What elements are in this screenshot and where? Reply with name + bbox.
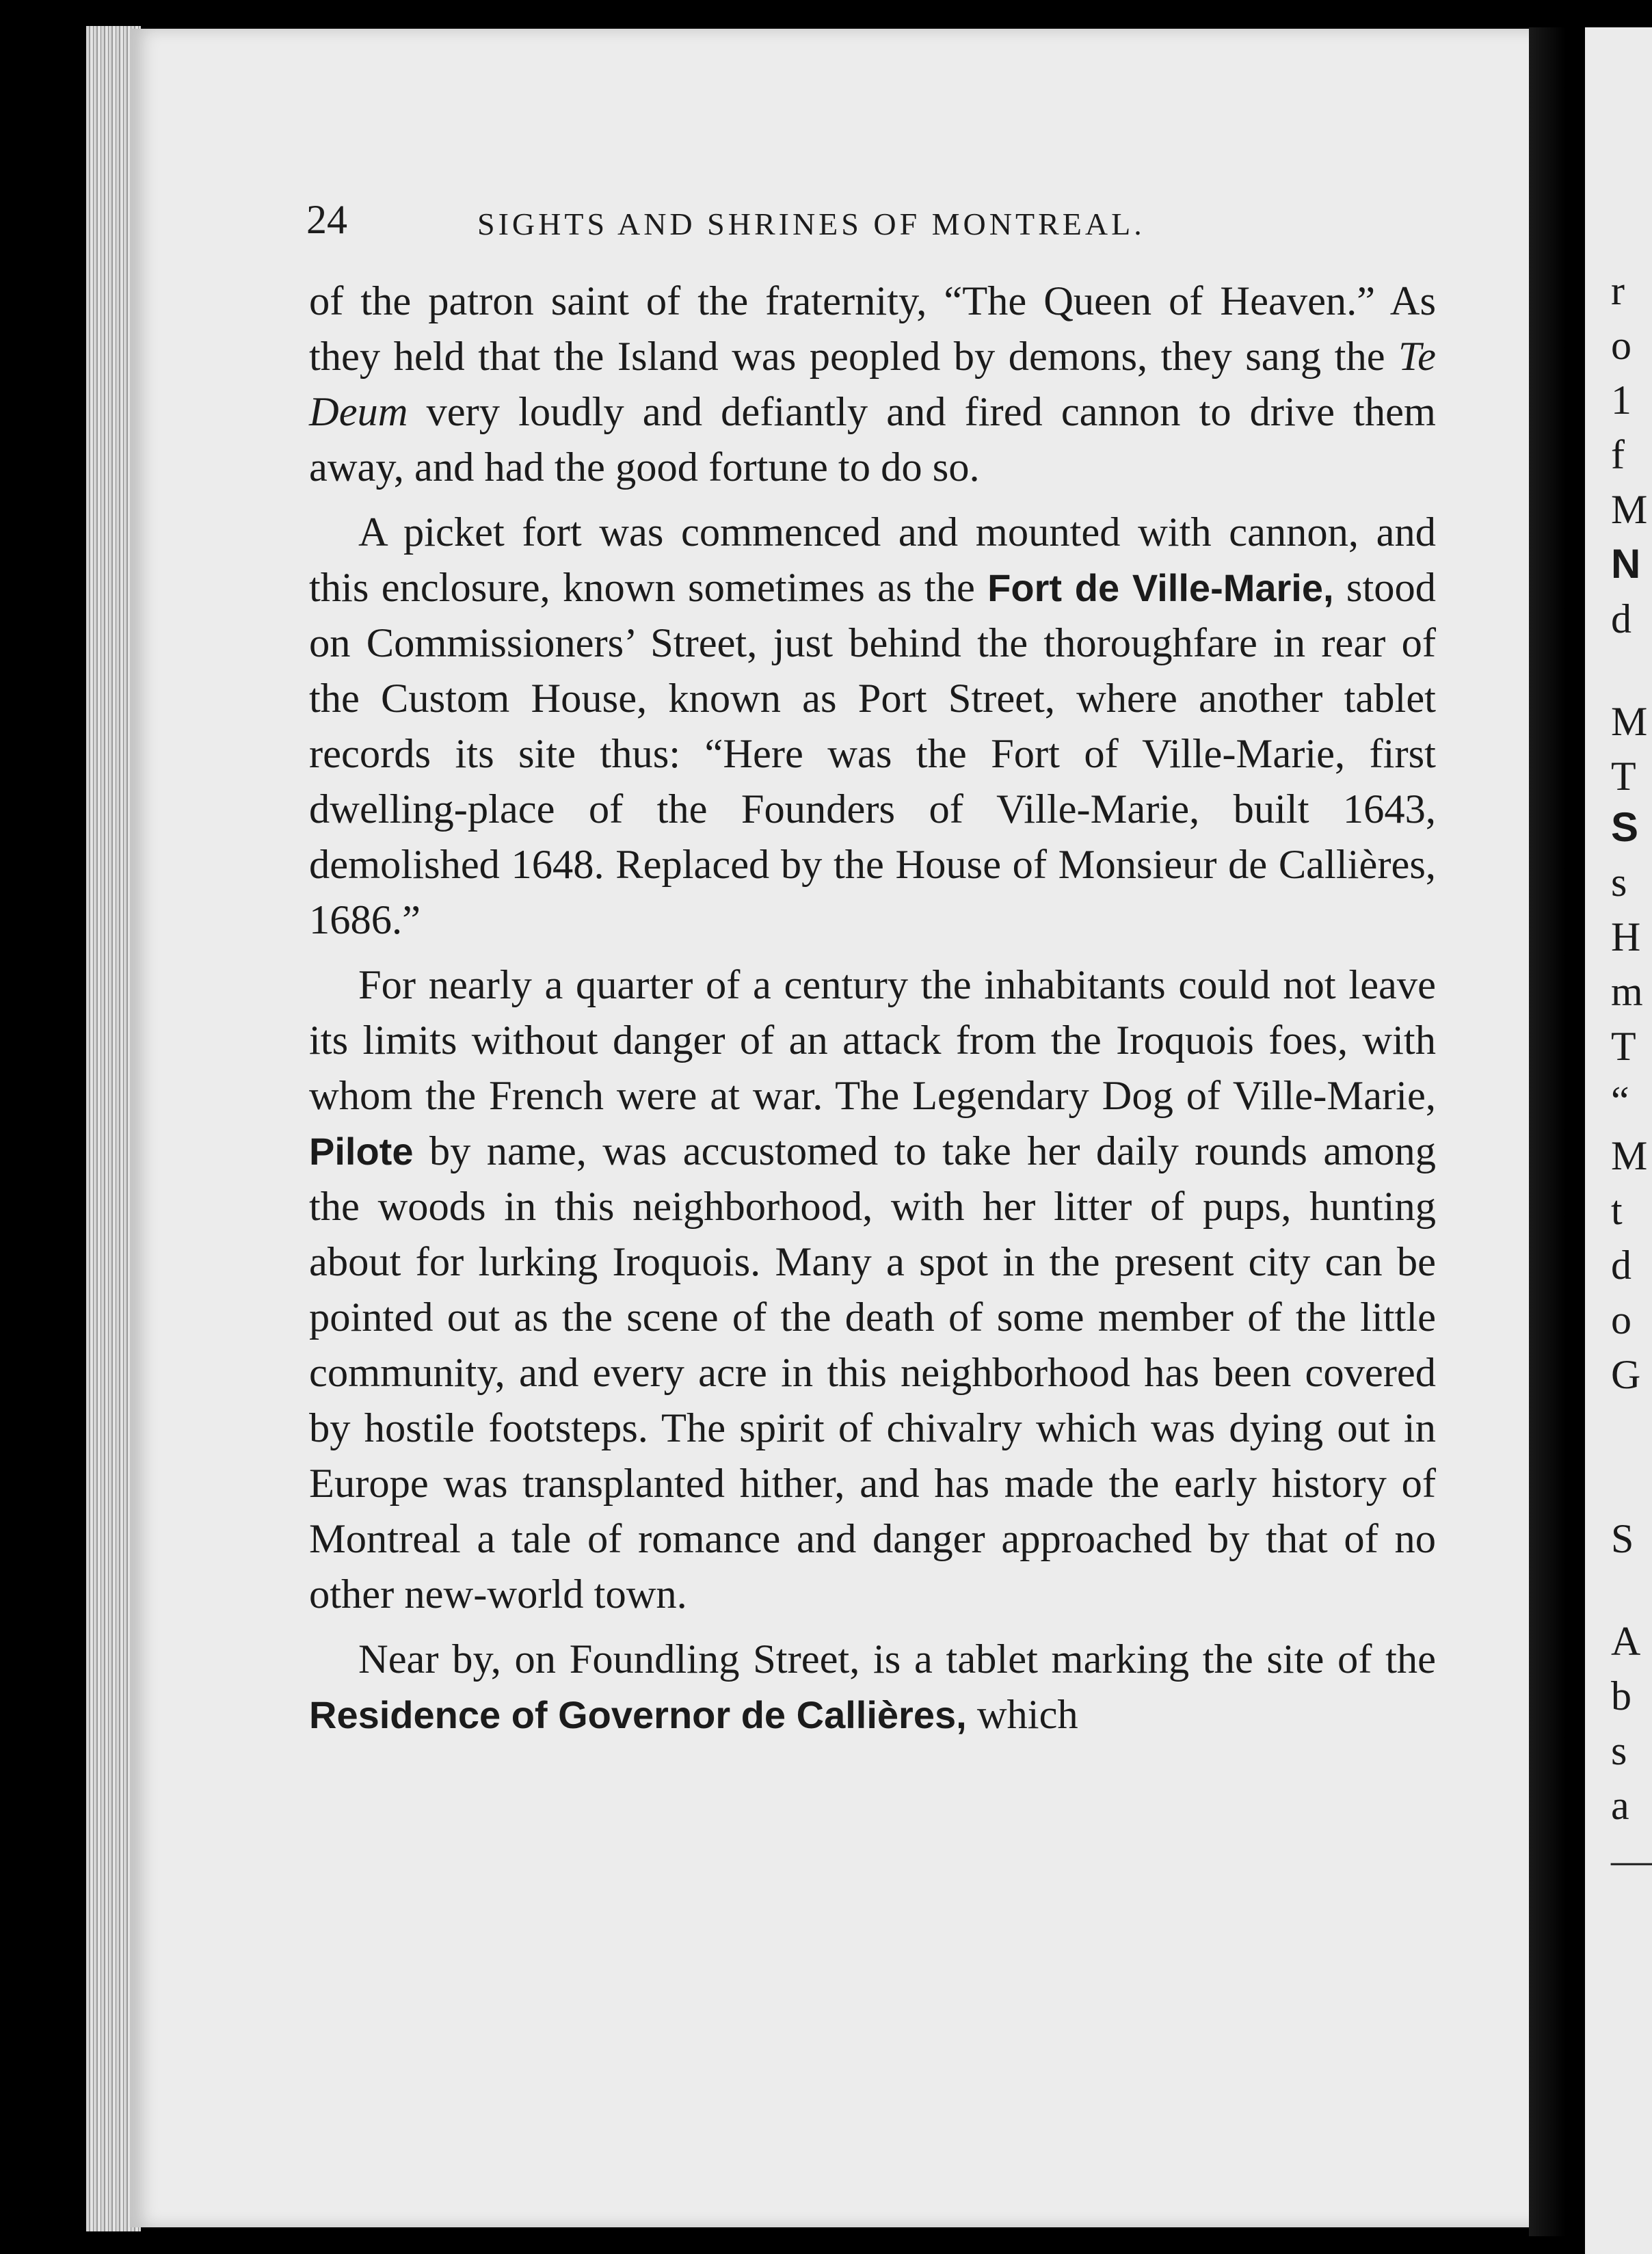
facing-page-fragment: T	[1611, 754, 1636, 799]
facing-page-fragment: N	[1611, 541, 1641, 587]
bold-heading-term: Fort de Ville-Marie,	[987, 566, 1334, 609]
paragraph	[309, 274, 1436, 495]
paragraph-text: Near by, on Foundling Street, is a tablet marking the site of the	[358, 1636, 1436, 1682]
paragraph-text: of the patron saint of the fraternity, “The Queen of Heaven.” As they held that the Island was peopled by demons, they sang the	[309, 278, 1436, 380]
facing-page-fragment: 1	[1611, 377, 1631, 423]
facing-page-fragment: r	[1611, 268, 1625, 313]
paragraph-text: For nearly a quarter of a century the inhabitants could not leave its limits without danger of an attack from the Iroquois foes, with whom the French were at war. The Legendary Dog of Ville-Marie,	[309, 962, 1436, 1119]
italic-title: Te Deum	[309, 334, 1436, 435]
facing-page-fragment: o	[1611, 1297, 1631, 1342]
paragraph	[309, 1632, 1436, 1742]
facing-page-fragment: A	[1611, 1619, 1641, 1664]
facing-page-fragment: f	[1611, 432, 1625, 477]
facing-page-fragment: s	[1611, 1728, 1627, 1773]
facing-page-fragment: d	[1611, 596, 1631, 641]
facing-page-fragment: b	[1611, 1673, 1631, 1719]
facing-page-fragment: G	[1611, 1352, 1641, 1397]
facing-page-fragment: M	[1611, 699, 1648, 744]
facing-page-fragment: M	[1611, 1133, 1648, 1178]
facing-page-fragment: m	[1611, 969, 1643, 1014]
paragraph-text: very loudly and defiantly and fired cannon to drive them away, and had the good fortune to do so.	[309, 389, 1436, 490]
facing-page-fragment: o	[1611, 323, 1631, 368]
page-number: 24	[306, 197, 347, 242]
facing-page-fragment: S	[1611, 1516, 1634, 1561]
facing-page-fragment: H	[1611, 914, 1641, 959]
facing-page-fragment: “	[1611, 1078, 1629, 1124]
bold-heading-term: Pilote	[309, 1130, 414, 1173]
facing-page-fragment: S	[1611, 804, 1639, 850]
bold-heading-term: Residence of Governor de Callières,	[309, 1693, 967, 1736]
paragraph-text: A picket fort was commenced and mounted with cannon, and this enclosure, known sometimes as the	[309, 509, 1436, 611]
body-text	[309, 274, 1436, 1742]
paragraph	[309, 505, 1436, 948]
paragraph-text: by name, was accustomed to take her daily rounds among the woods in this neighborhood, with her litter of pups, hunting about for lurking Iroquois. Many a spot in the present city can be pointed out as the scene of the death of some member of the little community, and every acre in this neighborhood has been covered by hostile footsteps. The spirit of chivalry which was dying out in Europe was transplanted hither, and has made the early history of Montreal a tale of romance and danger approached by that of no other new-world town.	[309, 1128, 1436, 1617]
facing-page-fragment: a	[1611, 1783, 1629, 1828]
facing-page-fragment: d	[1611, 1243, 1631, 1288]
paragraph	[309, 957, 1436, 1622]
facing-page-fragment: s	[1611, 860, 1627, 905]
facing-page-fragment: t	[1611, 1188, 1623, 1233]
facing-page-fragment: M	[1611, 487, 1648, 532]
facing-page	[1585, 27, 1652, 2254]
paragraph-text: stood on Commissioners’ Street, just behind the thoroughfare in rear of the Custom House, known as Port Street, where another tablet records its site thus: “Here was the Fort of Ville-Marie, first dwelling-place of the Founders of Ville-Marie, built 1643, demolished 1648. Replaced by the House of Monsieur de Callières, 1686.”	[309, 565, 1437, 943]
book-title: SIGHTS AND SHRINES OF MONTREAL.	[477, 207, 1145, 241]
paragraph-text: which	[966, 1692, 1078, 1738]
facing-page-fragment: —	[1611, 1838, 1652, 1883]
facing-page-fragment: T	[1611, 1024, 1636, 1069]
book-gutter	[1529, 27, 1590, 2236]
